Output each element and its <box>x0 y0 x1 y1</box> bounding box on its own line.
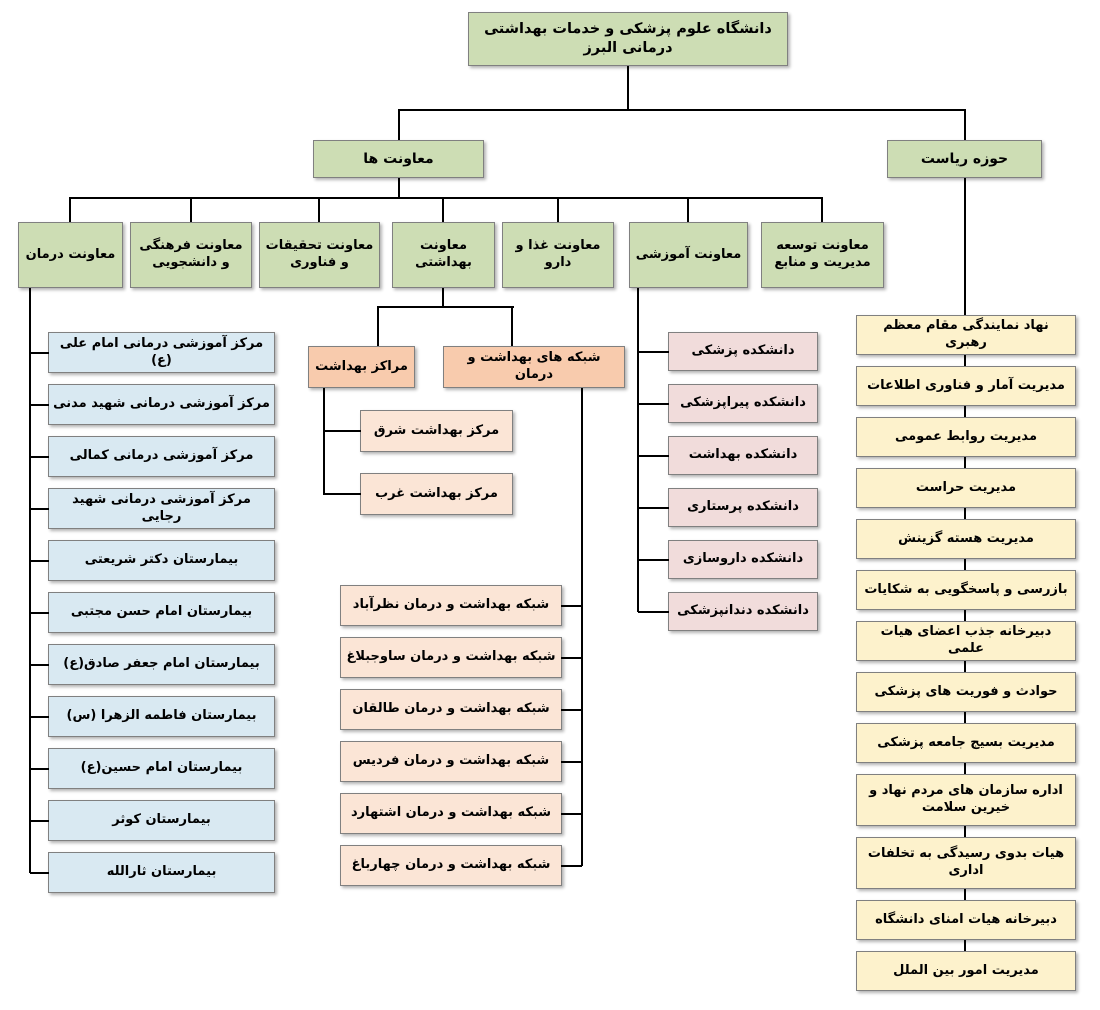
health-networks-column <box>340 585 562 886</box>
connector-line <box>323 387 325 495</box>
org-node: شبکه بهداشت و درمان اشتهارد <box>340 793 562 834</box>
root-node: دانشگاه علوم پزشکی و خدمات بهداشتی درمانی البرز <box>468 12 788 66</box>
org-node: مرکز بهداشت غرب <box>360 473 513 515</box>
org-node: دبیرخانه هیات امنای دانشگاه <box>856 900 1076 940</box>
deputy-education-node: معاونت آموزشی <box>629 222 748 288</box>
org-node: مدیریت هسته گزینش <box>856 519 1076 559</box>
connector-line <box>511 306 513 347</box>
health-networks-header-node: شبکه های بهداشت و درمان <box>443 346 625 388</box>
connector-line <box>398 178 400 198</box>
connector-line <box>377 306 514 308</box>
deputy-food-drug-node: معاونت غذا و دارو <box>502 222 614 288</box>
deputy-research-technology-node: معاونت تحقیقات و فناوری <box>259 222 380 288</box>
org-node: مرکز آموزشی درمانی امام علی (ع) <box>48 332 275 373</box>
org-node: مرکز بهداشت شرق <box>360 410 513 452</box>
treatment-units-column <box>48 332 275 893</box>
connector-line <box>442 287 444 308</box>
org-node: اداره سازمان های مردم نهاد و خیرین سلامت <box>856 774 1076 826</box>
presidency-units-column <box>856 315 1076 991</box>
org-node: مدیریت امور بین الملل <box>856 951 1076 991</box>
org-node: بیمارستان ثارالله <box>48 852 275 893</box>
org-node: شبکه بهداشت و درمان ساوجبلاغ <box>340 637 562 678</box>
connector-line <box>190 197 192 223</box>
org-node: مرکز آموزشی درمانی شهید مدنی <box>48 384 275 425</box>
org-node: مرکز آموزشی درمانی شهید رجایی <box>48 488 275 529</box>
connector-line <box>318 197 320 223</box>
org-node: بیمارستان امام جعفر صادق(ع) <box>48 644 275 685</box>
health-centers-header-node: مراکز بهداشت <box>308 346 415 388</box>
connector-line <box>964 109 966 141</box>
deputy-development-node: معاونت توسعه مدیریت و منابع <box>761 222 884 288</box>
org-node: بیمارستان فاطمه الزهرا (س) <box>48 696 275 737</box>
org-node: دانشکده داروسازی <box>668 540 818 579</box>
connector-line <box>557 197 559 223</box>
org-node: دانشکده پرستاری <box>668 488 818 527</box>
presidency-header-node: حوزه ریاست <box>887 140 1042 178</box>
connector-line <box>69 197 71 223</box>
connector-line <box>398 109 400 141</box>
connector-line <box>821 197 823 223</box>
org-node: شبکه بهداشت و درمان طالقان <box>340 689 562 730</box>
connector-line <box>627 66 629 110</box>
connector-line <box>29 287 31 873</box>
deputy-cultural-student-node: معاونت فرهنگی و دانشجویی <box>130 222 252 288</box>
connector-line <box>69 197 822 199</box>
org-node: مدیریت روابط عمومی <box>856 417 1076 457</box>
org-node: مدیریت بسیج جامعه پزشکی <box>856 723 1076 763</box>
connector-line <box>687 197 689 223</box>
faculties-column <box>668 332 818 631</box>
org-node: مرکز آموزشی درمانی کمالی <box>48 436 275 477</box>
connector-line <box>581 387 583 866</box>
org-node: مدیریت حراست <box>856 468 1076 508</box>
org-node: شبکه بهداشت و درمان فردیس <box>340 741 562 782</box>
org-node: هیات بدوی رسیدگی به تخلفات اداری <box>856 837 1076 889</box>
org-node: بازرسی و پاسخگویی به شکایات <box>856 570 1076 610</box>
connector-line <box>377 306 379 347</box>
org-node: مدیریت آمار و فناوری اطلاعات <box>856 366 1076 406</box>
org-node: نهاد نمایندگی مقام معظم رهبری <box>856 315 1076 355</box>
org-node: بیمارستان امام حسن مجتبی <box>48 592 275 633</box>
org-node: بیمارستان کوثر <box>48 800 275 841</box>
org-node: دانشکده پزشکی <box>668 332 818 371</box>
deputy-health-node: معاونت بهداشتی <box>392 222 495 288</box>
org-node: دانشکده دندانپزشکی <box>668 592 818 631</box>
deputy-treatment-node: معاونت درمان <box>18 222 123 288</box>
org-node: دانشکده پیراپزشکی <box>668 384 818 423</box>
org-node: شبکه بهداشت و درمان نظرآباد <box>340 585 562 626</box>
connector-line <box>637 287 639 612</box>
org-node: شبکه بهداشت و درمان چهارباغ <box>340 845 562 886</box>
org-node: دبیرخانه جذب اعضای هیات علمی <box>856 621 1076 661</box>
org-node: دانشکده بهداشت <box>668 436 818 475</box>
org-node: بیمارستان دکتر شریعتی <box>48 540 275 581</box>
org-node: حوادث و فوریت های پزشکی <box>856 672 1076 712</box>
org-node: بیمارستان امام حسین(ع) <box>48 748 275 789</box>
deputies-header-node: معاونت ها <box>313 140 484 178</box>
connector-line <box>399 109 966 111</box>
health-centers-column <box>360 410 513 515</box>
connector-line <box>442 197 444 223</box>
